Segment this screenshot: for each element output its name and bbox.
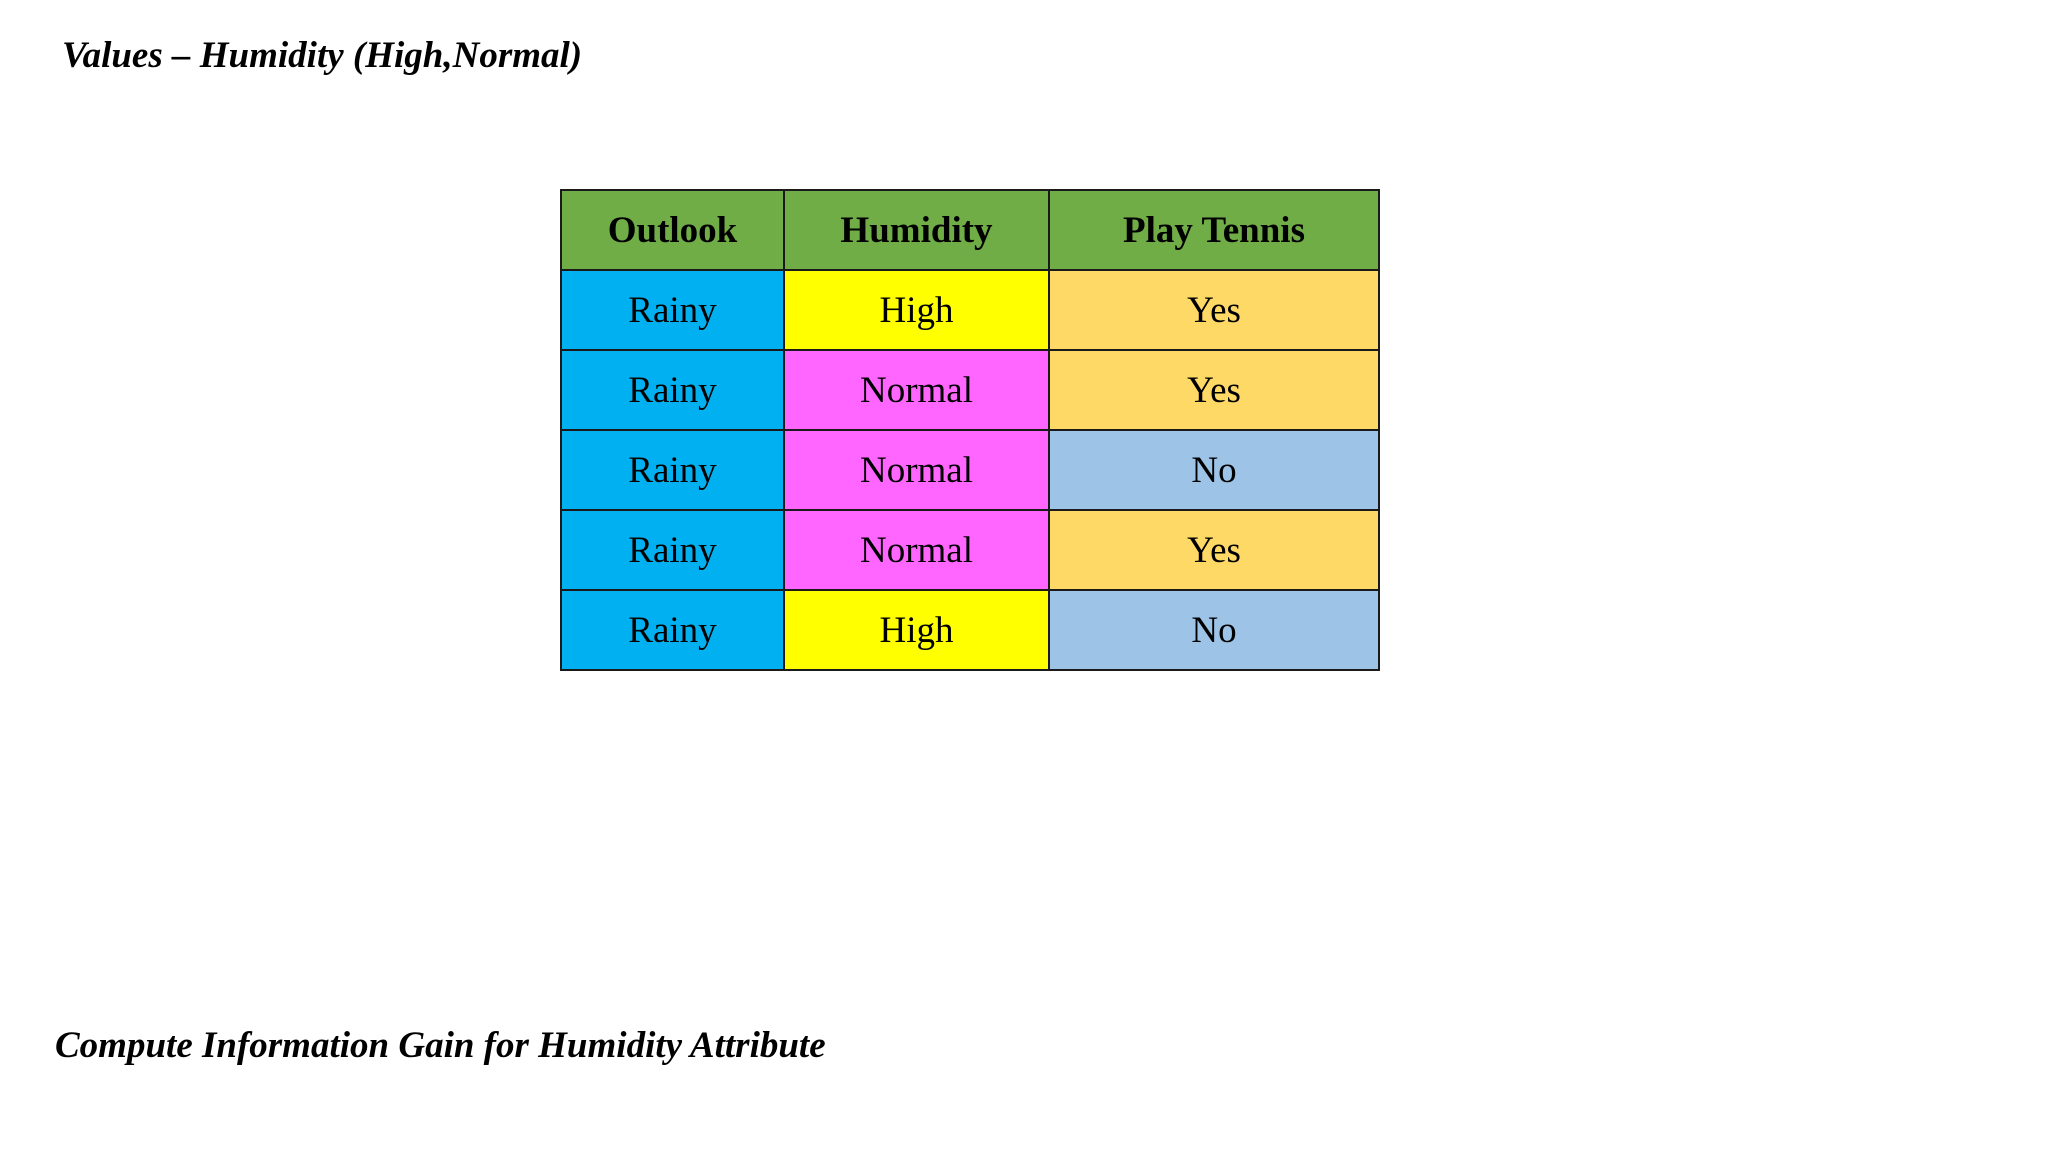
slide-heading: Values – Humidity (High,Normal) [62, 35, 583, 76]
play-tennis-cell: Yes [1049, 510, 1379, 590]
humidity-cell: High [784, 590, 1049, 670]
table-row [561, 270, 1379, 350]
humidity-cell: Normal [784, 510, 1049, 590]
outlook-cell: Rainy [561, 590, 784, 670]
outlook-cell: Rainy [561, 350, 784, 430]
play-tennis-cell: Yes [1049, 270, 1379, 350]
play-tennis-cell: No [1049, 590, 1379, 670]
table-row [561, 510, 1379, 590]
humidity-cell: Normal [784, 430, 1049, 510]
outlook-cell: Rainy [561, 270, 784, 350]
play-tennis-cell: No [1049, 430, 1379, 510]
table-row [561, 350, 1379, 430]
humidity-data-table [560, 189, 1380, 671]
table-row [561, 430, 1379, 510]
slide-footer-caption: Compute Information Gain for Humidity Attribute [55, 1025, 826, 1066]
outlook-cell: Rainy [561, 430, 784, 510]
play-tennis-cell: Yes [1049, 350, 1379, 430]
humidity-cell: Normal [784, 350, 1049, 430]
humidity-cell: High [784, 270, 1049, 350]
outlook-cell: Rainy [561, 510, 784, 590]
table-header-row [561, 190, 1379, 270]
header-humidity: Humidity [784, 190, 1049, 270]
header-play-tennis: Play Tennis [1049, 190, 1379, 270]
header-outlook: Outlook [561, 190, 784, 270]
table-row [561, 590, 1379, 670]
